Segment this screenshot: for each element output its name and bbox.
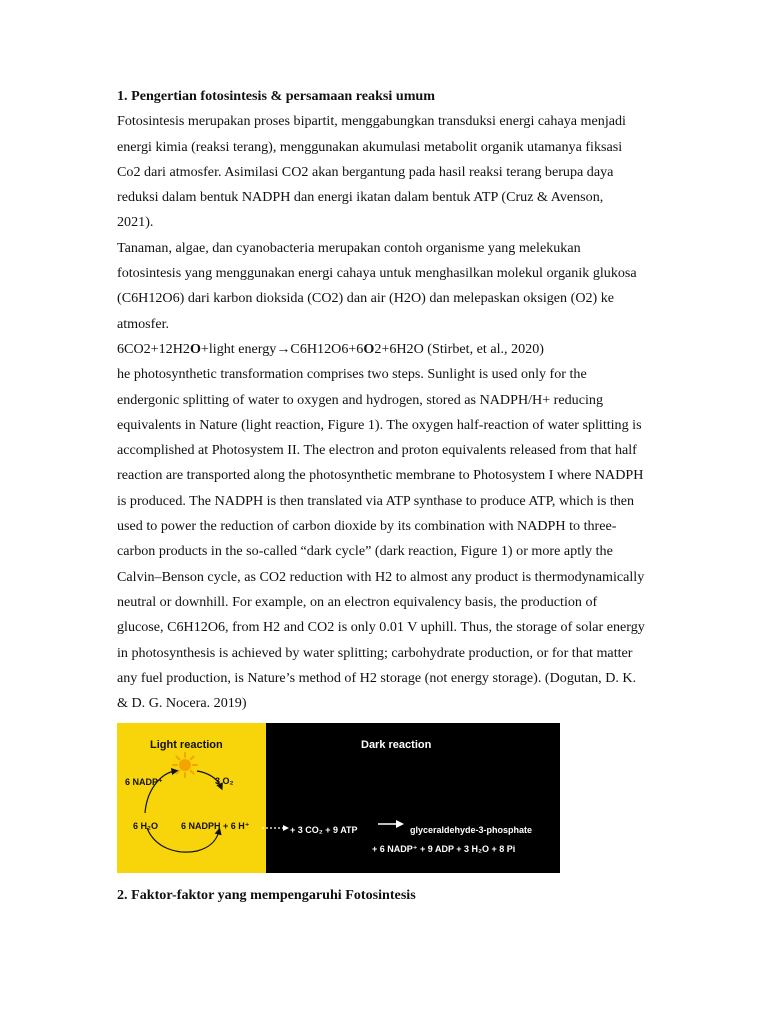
equation-bold: O [363, 340, 375, 357]
water-label: 6 H₂O [133, 821, 159, 832]
body-line: neutral or downhill. For example, on an electron equivalency basis, the production of [117, 593, 598, 610]
english-paragraph [117, 362, 653, 716]
dark-reaction-panel [266, 723, 560, 873]
equation-part: 6CO2+12H2 [117, 340, 190, 357]
body-line: endergonic splitting of water to oxygen and hydrogen, stored as NADPH/H+ reducing [117, 391, 603, 408]
body-line: reduksi dalam bentuk NADPH dan energi ikatan dalam bentuk ATP (Cruz & Avenson, [117, 189, 604, 206]
equation-bold: O [189, 340, 201, 357]
section-1-heading: 1. Pengertian fotosintesis & persamaan reaksi umum [117, 88, 436, 104]
light-reaction-title: Light reaction [150, 739, 223, 752]
dark-reaction-title: Dark reaction [361, 739, 432, 752]
body-line: (C6H12O6) dari karbon dioksida (CO2) dan air (H2O) dan melepaskan oksigen (O2) ke [117, 290, 615, 307]
light-reaction-panel [117, 723, 266, 873]
body-line: & D. G. Nocera. 2019) [117, 695, 247, 712]
body-line: equivalents in Nature (light reaction, Figure 1). The oxygen half-reaction of water splitting is [117, 416, 642, 433]
document-page [117, 84, 653, 909]
body-line: carbon products in the so-called “dark cycle” (dark reaction, Figure 1) or more aptly the [117, 543, 613, 560]
body-line: is produced. The NADPH is then translated via ATP synthase to produce ATP, which is then [117, 492, 635, 509]
section-2-heading: 2. Faktor-faktor yang mempengaruhi Fotosintesis [117, 887, 416, 904]
body-line: in photosynthesis is achieved by water splitting; carbohydrate production, or for that matter [117, 644, 633, 661]
cycle-arrow-icon [117, 723, 266, 873]
product-label: glyceraldehyde-3-phosphate [410, 825, 533, 836]
body-line: reaction are transported along the photosynthetic membrane to Photosystem I where NADPH [117, 467, 644, 484]
dark-inputs-label: + 3 CO₂ + 9 ATP [290, 825, 358, 836]
body-line: Co2 dari atmosfer. Asimilasi CO2 akan bergantung pada hasil reaksi terang berupa daya [117, 163, 614, 180]
body-line: he photosynthetic transformation comprises two steps. Sunlight is used only for the [117, 366, 587, 383]
body-line: energi kimia (reaksi terang), menggunakan akumulasi metabolit organik utamanya fiksasi [117, 138, 623, 155]
body-line: used to power the reduction of carbon dioxide by its combination with NADPH to three- [117, 518, 617, 535]
body-line: accomplished at Photosystem II. The electron and proton equivalents released from that half [117, 442, 637, 459]
body-line: Tanaman, algae, dan cyanobacteria merupakan contoh organisme yang melekukan [117, 239, 581, 256]
right-arrow-icon [378, 819, 404, 829]
equation-part: +light energy→C6H12O6+6 [200, 340, 364, 357]
nadph-label: 6 NADPH + 6 H⁺ [181, 821, 250, 832]
photosynthesis-equation [117, 337, 653, 362]
equation-part: 2+6H2O (Stirbet, et al., 2020) [374, 340, 544, 357]
oxygen-label: 3 O₂ [215, 776, 234, 787]
body-line: fotosintesis yang menggunakan energi cahaya untuk menghasilkan molekul organik glukosa [117, 265, 637, 282]
nadp-label: 6 NADP⁺ [125, 777, 163, 788]
byproducts-label: + 6 NADP⁺ + 9 ADP + 3 H₂O + 8 Pi [372, 844, 516, 855]
body-line: atmosfer. [117, 315, 170, 332]
body-line: 2021). [117, 214, 154, 231]
body-line: Calvin–Benson cycle, as CO2 reduction with H2 to almost any product is thermodynamically [117, 568, 645, 585]
section-1-body [117, 109, 653, 337]
photosynthesis-figure [117, 723, 560, 873]
body-line: glucose, C6H12O6, from H2 and CO2 is only 0.01 V uphill. Thus, the storage of solar energy [117, 619, 645, 636]
dashed-arrow-icon [262, 824, 290, 832]
body-line: Fotosintesis merupakan proses bipartit, menggabungkan transduksi energi cahaya menjadi [117, 113, 626, 130]
body-line: any fuel production, is Nature’s method of H2 storage (not energy storage). (Dogutan, D. K. [117, 669, 637, 686]
